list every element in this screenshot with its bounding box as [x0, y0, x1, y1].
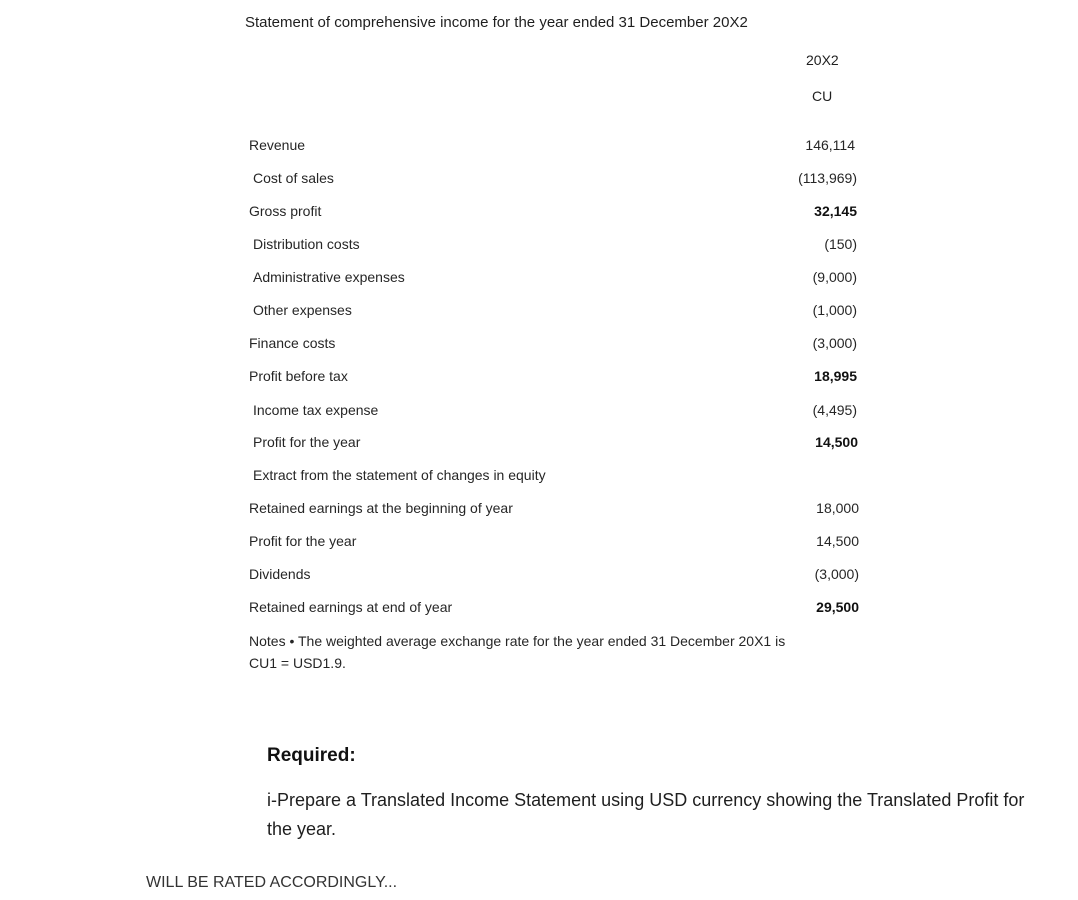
equity-extract-title: Extract from the statement of changes in equity: [253, 467, 546, 483]
row-value-cost-of-sales: (113,969): [798, 170, 857, 186]
notes-line-2: CU1 = USD1.9.: [249, 655, 346, 671]
row-value-profit-before-tax: 18,995: [814, 368, 857, 384]
required-text: i-Prepare a Translated Income Statement using USD currency showing the Translated Profit for the year.: [267, 790, 1025, 839]
row-label-finance-costs: Finance costs: [249, 335, 336, 351]
row-value-dividends: (3,000): [814, 566, 859, 582]
row-value-profit-for-the-year: 14,500: [815, 434, 858, 450]
footer-text: WILL BE RATED ACCORDINGLY...: [146, 874, 398, 891]
row-label-cost-of-sales: Cost of sales: [253, 170, 334, 186]
row-value-distribution-costs: (150): [824, 236, 857, 252]
row-value-other-expenses: (1,000): [812, 302, 857, 318]
row-label-dividends: Dividends: [249, 566, 311, 582]
row-label-other-expenses: Other expenses: [253, 302, 352, 318]
row-label-administrative-expenses: Administrative expenses: [253, 269, 405, 285]
column-currency-header: CU: [812, 88, 833, 104]
row-label-revenue: Revenue: [249, 137, 306, 153]
row-value-gross-profit: 32,145: [814, 203, 857, 219]
row-value-income-tax-expense: (4,495): [812, 402, 857, 418]
statement-title: Statement of comprehensive income for the year ended 31 December 20X2: [245, 14, 748, 31]
row-value-retained-earnings-beginning: 18,000: [816, 500, 859, 516]
row-label-profit-for-the-year: Profit for the year: [253, 434, 361, 450]
row-value-equity-profit-for-year: 14,500: [816, 533, 859, 549]
row-value-retained-earnings-end: 29,500: [816, 599, 859, 615]
column-year-header: 20X2: [806, 52, 839, 68]
row-label-income-tax-expense: Income tax expense: [253, 402, 379, 418]
row-value-administrative-expenses: (9,000): [812, 269, 857, 285]
row-value-revenue: 146,114: [805, 137, 855, 153]
row-label-gross-profit: Gross profit: [249, 203, 322, 219]
row-label-profit-before-tax: Profit before tax: [249, 368, 348, 384]
row-label-equity-profit-for-year: Profit for the year: [249, 533, 357, 549]
row-label-retained-earnings-beginning: Retained earnings at the beginning of year: [249, 500, 513, 516]
row-value-finance-costs: (3,000): [812, 335, 857, 351]
row-label-retained-earnings-end: Retained earnings at end of year: [249, 599, 453, 615]
notes-line-1: Notes • The weighted average exchange rate for the year ended 31 December 20X1 is: [249, 633, 786, 649]
row-label-distribution-costs: Distribution costs: [253, 236, 360, 252]
required-heading: Required:: [267, 745, 356, 766]
